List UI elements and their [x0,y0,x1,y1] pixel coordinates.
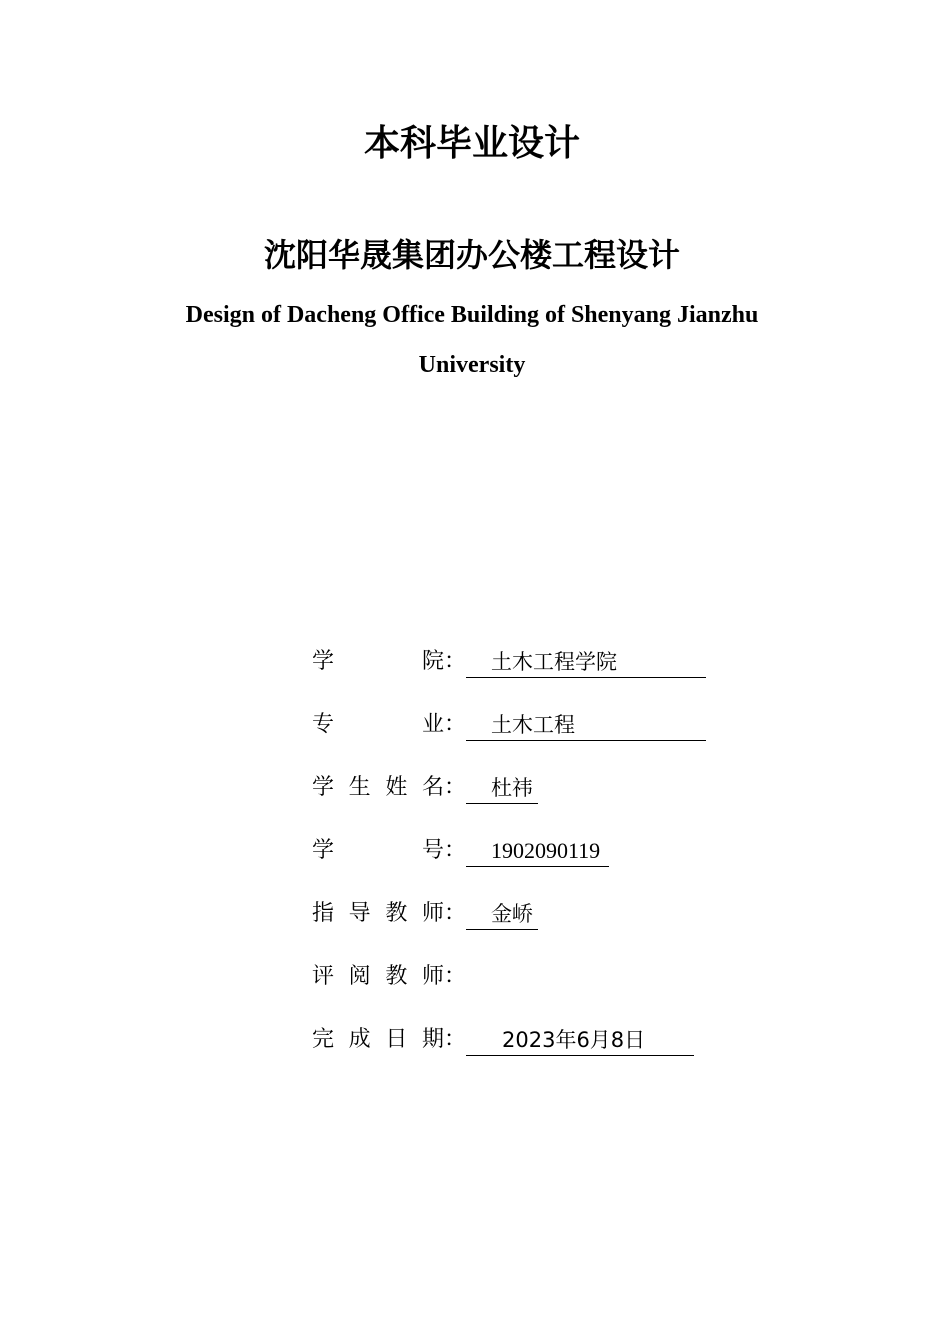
student-name-value: 杜祎 [466,773,538,804]
completion-date-row [312,1018,742,1081]
college-value: 土木工程学院 [466,647,706,678]
college-row [312,640,742,703]
reviewer-label: 评 阅 教 师： [312,964,466,989]
reviewer-row [312,955,742,1018]
student-id-label: 学 号： [312,838,466,863]
major-label: 专 业： [312,712,466,737]
student-id-row [312,829,742,892]
student-id-value: 1902090119 [466,836,609,867]
chinese-subtitle: 沈阳华晟集团办公楼工程设计 [263,236,680,274]
major-row [312,703,742,766]
english-subtitle: Design of Dacheng Office Building of Shenyang Jianzhu University [185,302,759,378]
main-title: 本科毕业设计 [363,123,580,164]
advisor-row [312,892,742,955]
completion-date-value: 2023年6月8日 [466,1025,694,1056]
advisor-label: 指 导 教 师： [312,901,466,926]
student-info-block [312,640,742,1081]
major-value: 土木工程 [466,710,706,741]
completion-date-label: 完 成 日 期： [312,1027,466,1052]
advisor-value: 金峤 [466,899,538,930]
student-name-label: 学 生 姓 名： [312,775,466,800]
student-name-row [312,766,742,829]
college-label: 学 院： [312,649,466,674]
